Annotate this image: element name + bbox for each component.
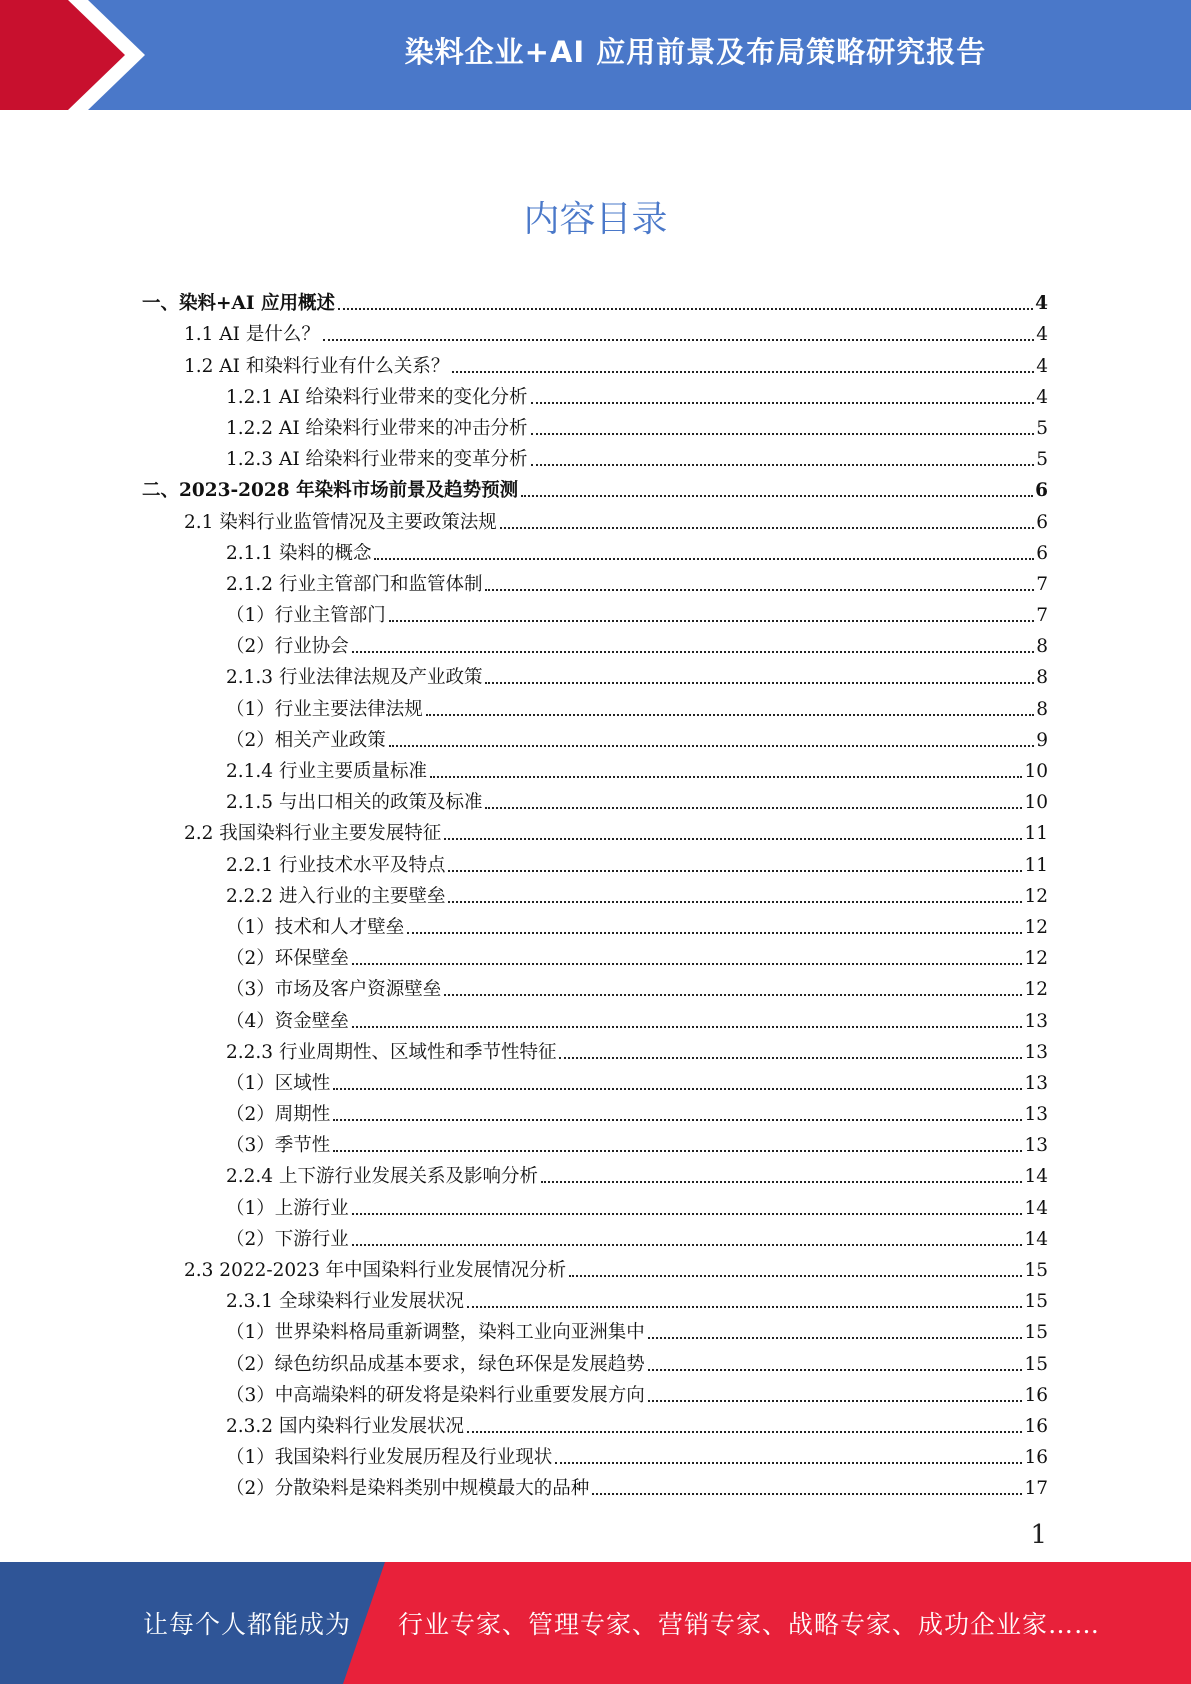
toc-entry-label: 1.2 AI 和染料行业有什么关系？: [184, 355, 450, 377]
toc-entry-label: （1）技术和人才壁垒: [226, 916, 405, 938]
toc-dot-leader: [485, 807, 1022, 809]
toc-dot-leader: [333, 1088, 1022, 1090]
toc-dot-leader: [531, 402, 1035, 404]
page-header: [0, 0, 1191, 110]
toc-dot-leader: [500, 527, 1034, 529]
toc-entry-label: 2.3.2 国内染料行业发展状况: [226, 1415, 464, 1437]
toc-entry[interactable]: [142, 1158, 1048, 1189]
toc-entry-page: 8: [1036, 636, 1048, 658]
toc-dot-leader: [323, 339, 1034, 341]
toc-entry[interactable]: [142, 1252, 1048, 1283]
toc-entry-label: （1）行业主管部门: [226, 605, 386, 627]
report-title: 染料企业+AI 应用前景及布局策略研究报告: [404, 34, 987, 69]
toc-entry-label: （2）行业协会: [226, 636, 349, 658]
toc-entry[interactable]: [142, 1377, 1048, 1408]
toc-entry[interactable]: [142, 1034, 1048, 1065]
toc-entry-page: 16: [1024, 1447, 1048, 1469]
toc-dot-leader: [352, 1244, 1023, 1246]
toc-entry[interactable]: [142, 441, 1048, 472]
toc-dot-leader: [407, 932, 1022, 934]
toc-heading: 内容目录: [523, 199, 668, 240]
toc-entry-page: 7: [1036, 605, 1048, 627]
toc-dot-leader: [333, 1119, 1022, 1121]
toc-dot-leader: [374, 558, 1034, 560]
toc-entry-label: 2.3.1 全球染料行业发展状况: [226, 1291, 464, 1313]
toc-entry-page: 16: [1024, 1384, 1048, 1406]
toc-entry-label: （2）分散染料是染料类别中规模最大的品种: [226, 1478, 590, 1500]
toc-dot-leader: [338, 308, 1033, 310]
toc-entry-label: （2）相关产业政策: [226, 729, 386, 751]
toc-entry-label: （2）下游行业: [226, 1228, 349, 1250]
toc-entry[interactable]: [142, 1314, 1048, 1345]
toc-dot-leader: [531, 464, 1035, 466]
toc-entry-page: 14: [1024, 1166, 1048, 1188]
toc-entry-page: 6: [1036, 511, 1048, 533]
toc-entry-page: 4: [1036, 355, 1048, 377]
toc-entry[interactable]: [142, 1189, 1048, 1220]
toc-entry[interactable]: [142, 1221, 1048, 1252]
toc-entry-page: 4: [1036, 324, 1048, 346]
toc-dot-leader: [569, 1275, 1022, 1277]
toc-entry[interactable]: [142, 628, 1048, 659]
toc-entry-page: 12: [1024, 979, 1048, 1001]
toc-entry-page: 12: [1024, 948, 1048, 970]
toc-entry-label: （2）周期性: [226, 1104, 331, 1126]
toc-entry[interactable]: [142, 597, 1048, 628]
toc-entry[interactable]: [142, 535, 1048, 566]
toc-dot-leader: [352, 1213, 1023, 1215]
toc-entry-page: 17: [1024, 1478, 1048, 1500]
toc-entry[interactable]: [142, 971, 1048, 1002]
toc-entry[interactable]: [142, 1127, 1048, 1158]
toc-dot-leader: [541, 1181, 1022, 1183]
toc-entry[interactable]: [142, 1408, 1048, 1439]
toc-dot-leader: [559, 1057, 1022, 1059]
toc-entry[interactable]: [142, 1345, 1048, 1376]
toc-dot-leader: [352, 651, 1034, 653]
toc-entry-page: 5: [1036, 449, 1048, 471]
toc-entry[interactable]: [142, 1065, 1048, 1096]
toc-dot-leader: [430, 776, 1022, 778]
toc-dot-leader: [485, 589, 1034, 591]
toc-entry-page: 15: [1024, 1260, 1048, 1281]
toc-entry-page: 9: [1036, 729, 1048, 751]
toc-dot-leader: [389, 620, 1034, 622]
toc-entry[interactable]: [142, 878, 1048, 909]
toc-entry-label: （1）区域性: [226, 1072, 331, 1094]
toc-entry-label: （3）市场及客户资源壁垒: [226, 979, 442, 1001]
toc-entry[interactable]: [142, 815, 1048, 846]
table-of-contents: [142, 285, 1048, 1501]
toc-dot-leader: [389, 745, 1034, 747]
toc-entry-page: 13: [1024, 1010, 1048, 1032]
toc-entry-label: 2.1.5 与出口相关的政策及标准: [226, 792, 483, 814]
toc-entry-page: 8: [1036, 667, 1048, 689]
toc-entry-page: 4: [1035, 293, 1048, 315]
toc-entry-label: 二、2023-2028 年染料市场前景及趋势预测: [142, 480, 519, 502]
toc-entry-page: 11: [1024, 823, 1048, 845]
toc-entry-page: 15: [1024, 1353, 1048, 1375]
toc-dot-leader: [333, 1150, 1022, 1152]
toc-entry-page: 8: [1036, 698, 1048, 720]
toc-entry-label: 2.1.1 染料的概念: [226, 542, 372, 564]
toc-entry-page: 4: [1036, 386, 1048, 408]
toc-entry-label: 2.2.4 上下游行业发展关系及影响分析: [226, 1166, 538, 1188]
toc-entry-label: （1）我国染料行业发展历程及行业现状: [226, 1447, 553, 1469]
toc-entry-label: （4）资金壁垒: [226, 1010, 349, 1032]
toc-entry-page: 16: [1024, 1415, 1048, 1437]
toc-entry-page: 12: [1024, 885, 1048, 907]
toc-dot-leader: [452, 371, 1034, 373]
toc-entry-label: 2.3 2022-2023 年中国染料行业发展情况分析: [184, 1260, 567, 1281]
toc-entry-label: （2）环保壁垒: [226, 948, 349, 970]
toc-entry-page: 13: [1024, 1041, 1048, 1063]
toc-entry[interactable]: [142, 784, 1048, 815]
toc-entry[interactable]: [142, 1470, 1048, 1501]
toc-entry[interactable]: [142, 316, 1048, 347]
toc-dot-leader: [352, 1026, 1023, 1028]
footer-slogan-left: 让每个人都能成为: [143, 1610, 352, 1639]
toc-entry-page: 14: [1024, 1228, 1048, 1250]
toc-entry-page: 13: [1024, 1104, 1048, 1126]
toc-entry-label: 1.2.2 AI 给染料行业带来的冲击分析: [226, 417, 528, 439]
toc-entry[interactable]: [142, 1439, 1048, 1470]
toc-entry-page: 10: [1024, 761, 1048, 782]
toc-entry-label: 2.1.2 行业主管部门和监管体制: [226, 573, 483, 595]
toc-dot-leader: [648, 1337, 1023, 1339]
toc-entry[interactable]: [142, 410, 1048, 441]
toc-dot-leader: [444, 838, 1022, 840]
toc-entry[interactable]: [142, 285, 1048, 316]
toc-dot-leader: [592, 1493, 1022, 1495]
toc-entry-label: 2.1 染料行业监管情况及主要政策法规: [184, 511, 497, 533]
toc-entry[interactable]: [142, 503, 1048, 534]
toc-entry-label: 一、染料+AI 应用概述: [142, 293, 335, 315]
toc-entry-page: 13: [1024, 1135, 1048, 1157]
toc-dot-leader: [555, 1462, 1022, 1464]
toc-entry-page: 14: [1024, 1197, 1048, 1219]
header-arrow-decoration: [0, 0, 160, 110]
toc-entry-page: 7: [1036, 573, 1048, 595]
toc-entry-label: 2.1.3 行业法律法规及产业政策: [226, 667, 483, 689]
toc-entry-label: 2.2.2 进入行业的主要壁垒: [226, 885, 446, 907]
page-footer: [0, 1562, 1191, 1684]
toc-entry[interactable]: [142, 472, 1048, 503]
toc-dot-leader: [648, 1369, 1023, 1371]
toc-dot-leader: [467, 1306, 1022, 1308]
toc-entry-label: 2.2 我国染料行业主要发展特征: [184, 823, 442, 845]
toc-entry-page: 10: [1024, 792, 1048, 814]
toc-dot-leader: [521, 495, 1033, 497]
toc-entry[interactable]: [142, 659, 1048, 690]
toc-entry-page: 15: [1024, 1291, 1048, 1313]
toc-dot-leader: [531, 433, 1035, 435]
toc-entry[interactable]: [142, 846, 1048, 877]
toc-entry-label: （1）行业主要法律法规: [226, 698, 423, 720]
toc-entry-label: 1.2.1 AI 给染料行业带来的变化分析: [226, 386, 528, 408]
toc-entry-page: 5: [1036, 417, 1048, 439]
toc-entry-page: 15: [1024, 1322, 1048, 1344]
toc-entry-label: 1.2.3 AI 给染料行业带来的变革分析: [226, 449, 528, 471]
toc-entry[interactable]: [142, 909, 1048, 940]
toc-entry-label: （3）季节性: [226, 1135, 331, 1157]
toc-entry[interactable]: [142, 753, 1048, 784]
toc-entry-label: （2）绿色纺织品成基本要求，绿色环保是发展趋势: [226, 1353, 645, 1375]
page-number: 1: [1030, 1520, 1047, 1550]
toc-entry-page: 6: [1035, 480, 1048, 502]
toc-entry-page: 12: [1024, 916, 1048, 938]
toc-entry-label: （1）世界染料格局重新调整，染料工业向亚洲集中: [226, 1322, 645, 1344]
toc-dot-leader: [448, 870, 1022, 872]
toc-entry[interactable]: [142, 1002, 1048, 1033]
toc-dot-leader: [648, 1400, 1023, 1402]
toc-entry[interactable]: [142, 940, 1048, 971]
toc-entry-page: 13: [1024, 1072, 1048, 1094]
toc-entry-page: 11: [1024, 854, 1048, 876]
toc-entry[interactable]: [142, 379, 1048, 410]
toc-entry[interactable]: [142, 1096, 1048, 1127]
toc-dot-leader: [448, 901, 1022, 903]
toc-entry-label: 2.2.3 行业周期性、区域性和季节性特征: [226, 1041, 557, 1063]
toc-entry[interactable]: [142, 722, 1048, 753]
toc-dot-leader: [467, 1431, 1022, 1433]
toc-entry-label: （1）上游行业: [226, 1197, 349, 1219]
toc-dot-leader: [352, 963, 1023, 965]
toc-dot-leader: [426, 714, 1034, 716]
toc-entry[interactable]: [142, 1283, 1048, 1314]
toc-entry[interactable]: [142, 690, 1048, 721]
toc-entry-label: 1.1 AI 是什么？: [184, 324, 320, 346]
toc-entry-label: 2.1.4 行业主要质量标准: [226, 761, 427, 782]
footer-slogan-right: 行业专家、管理专家、营销专家、战略专家、成功企业家……: [398, 1610, 1101, 1639]
toc-dot-leader: [444, 994, 1022, 996]
toc-entry[interactable]: [142, 566, 1048, 597]
toc-entry[interactable]: [142, 347, 1048, 378]
toc-entry-label: 2.2.1 行业技术水平及特点: [226, 854, 446, 876]
toc-entry-page: 6: [1036, 542, 1048, 564]
toc-entry-label: （3）中高端染料的研发将是染料行业重要发展方向: [226, 1384, 645, 1406]
toc-dot-leader: [485, 682, 1034, 684]
